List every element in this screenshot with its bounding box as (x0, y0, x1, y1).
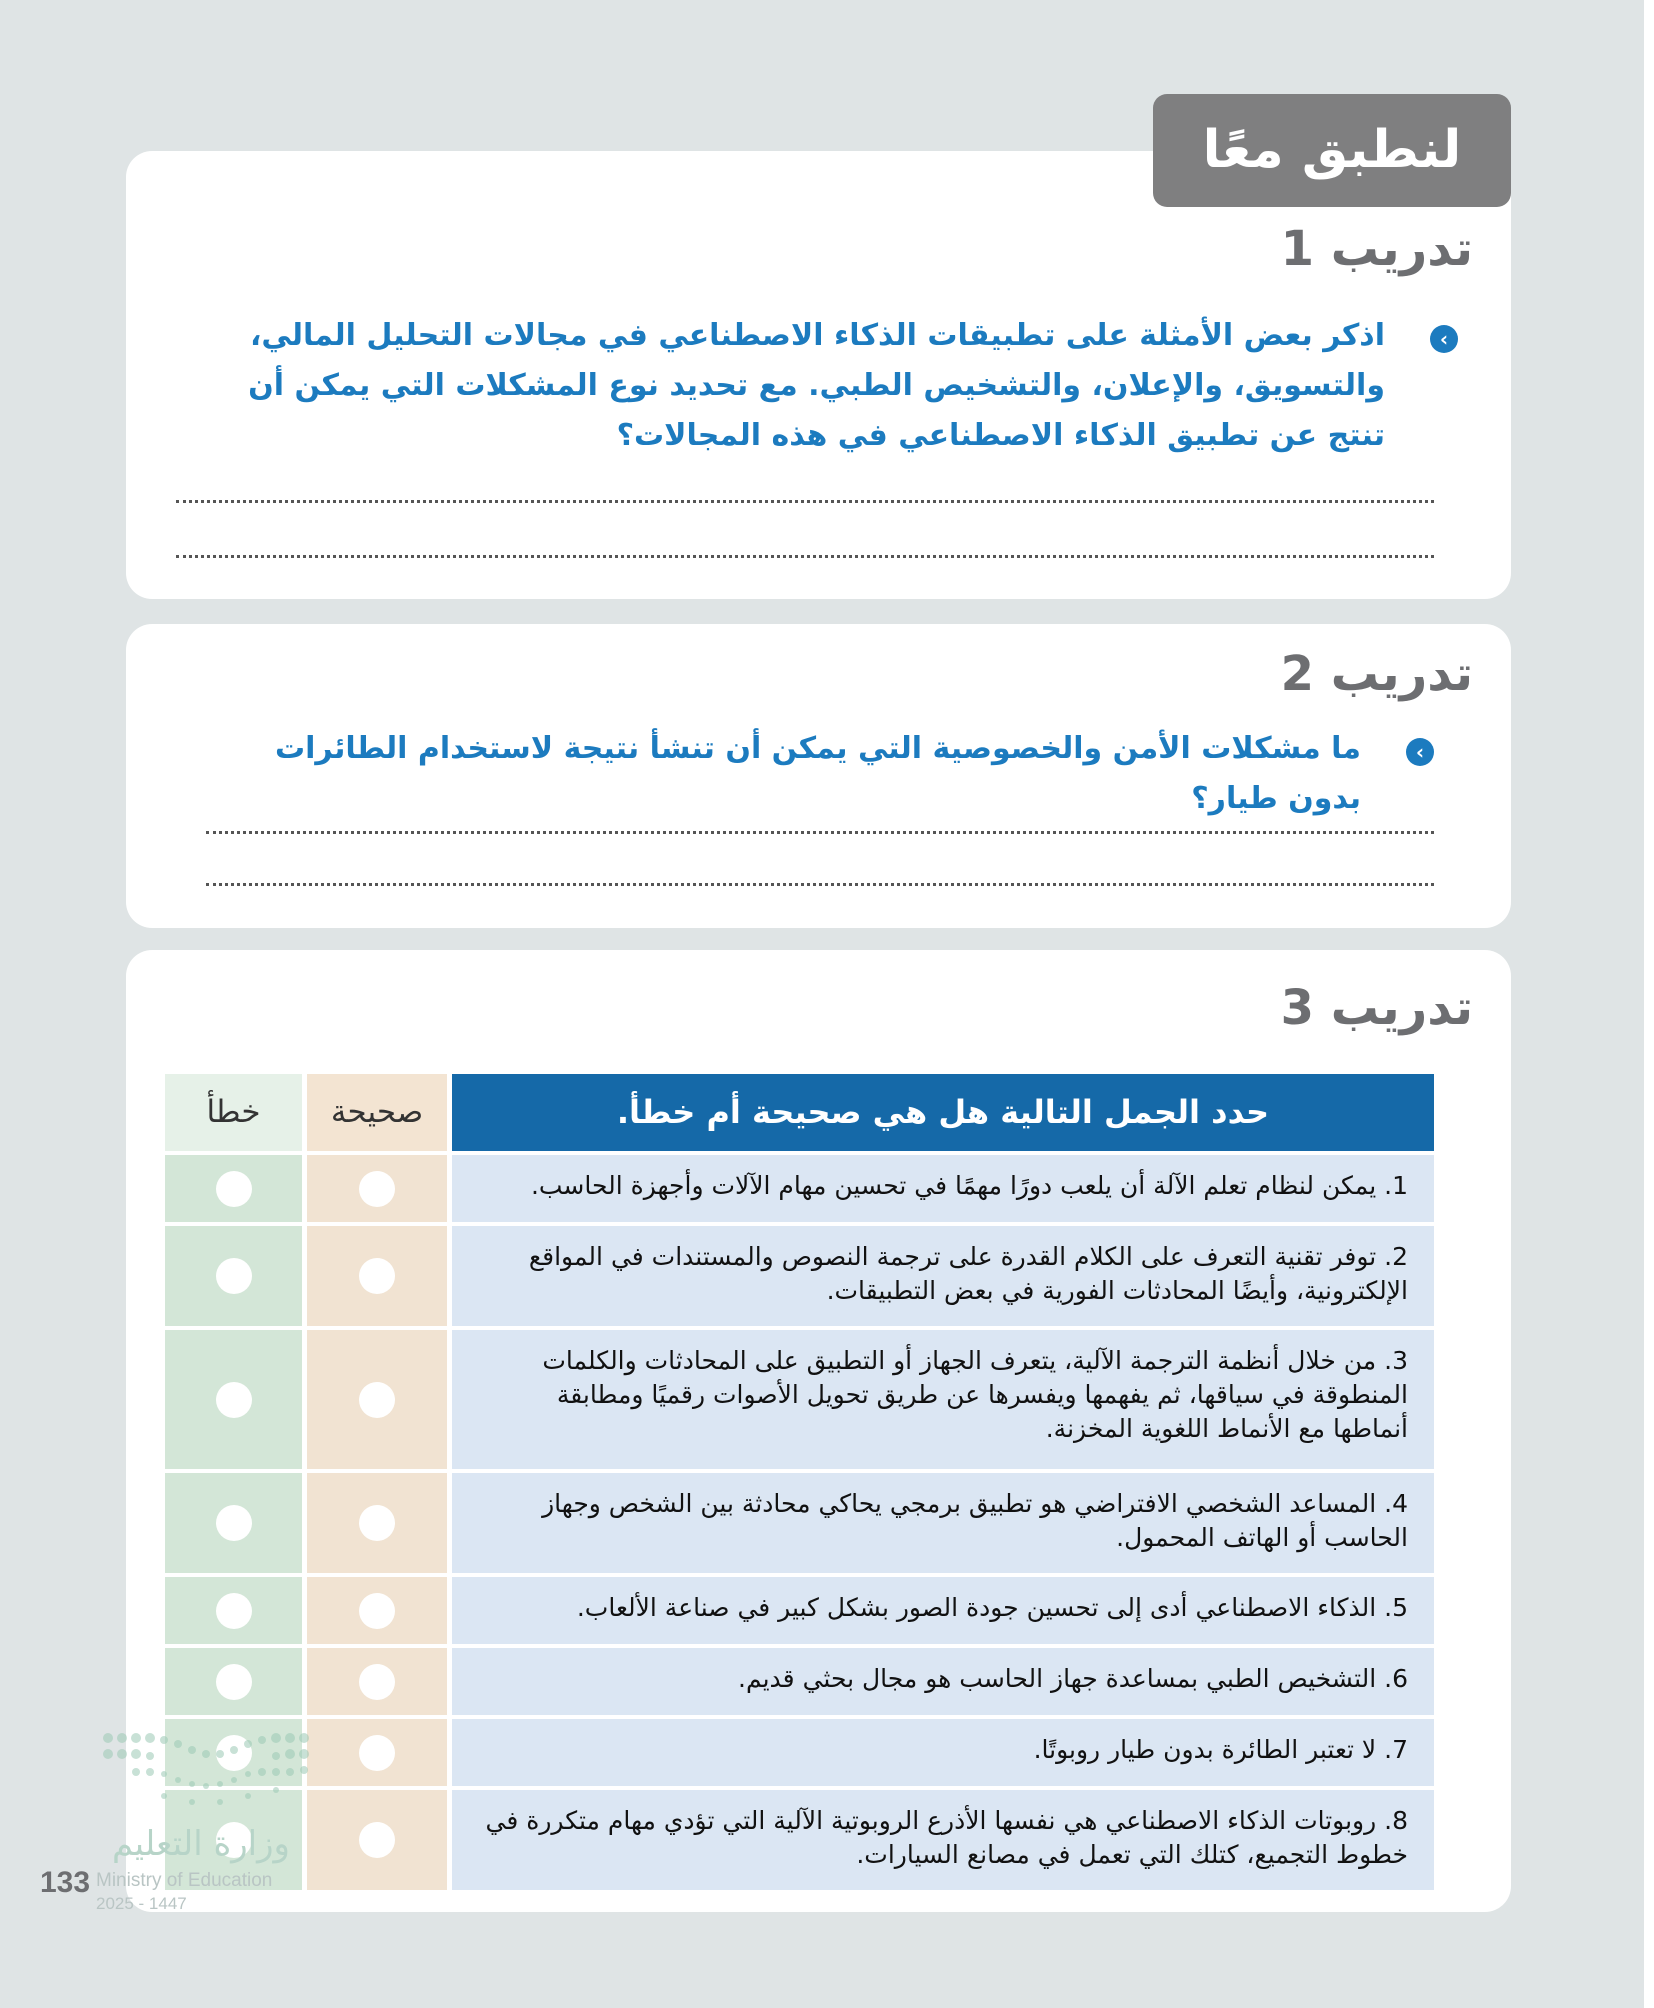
exercise2-panel (126, 624, 1511, 928)
row-statement: 6. التشخيص الطبي بمساعدة جهاز الحاسب هو مجال بحثي قديم. (452, 1648, 1434, 1715)
true-radio[interactable] (359, 1382, 395, 1418)
true-radio[interactable] (359, 1505, 395, 1541)
row-statement: 8. روبوتات الذكاء الاصطناعي هي نفسها الأذرع الروبوتية الآلية التي تؤدي مهام متكررة في خطوط التجميع، كتلك التي تعمل في مصانع السيارات. (452, 1790, 1434, 1890)
exercise2-title: تدريب 2 (1280, 646, 1473, 702)
logo-english-text: Ministry of Education (96, 1870, 273, 1891)
section-tab (1153, 94, 1511, 207)
page-number: 133 (40, 1866, 91, 1899)
answer-line-1[interactable] (206, 831, 1434, 834)
logo-year-text: 2025 - 1447 (96, 1894, 187, 1913)
row-statement: 4. المساعد الشخصي الافتراضي هو تطبيق برمجي يحاكي محادثة بين الشخص وجهاز الحاسب أو الهاتف المحمول. (452, 1473, 1434, 1573)
false-cell (165, 1577, 302, 1644)
chevron-left-icon: ‹ (1430, 325, 1458, 353)
false-radio[interactable] (216, 1664, 252, 1700)
true-radio[interactable] (359, 1593, 395, 1629)
row-statement: 3. من خلال أنظمة الترجمة الآلية، يتعرف الجهاز أو التطبيق على المحادثات والكلمات المنطوقة في سياقها، ثم يفهمها ويفسرها عن طريق تحويل الأصوات رقميًا ومطابقة أنماطها مع الأنماط اللغوية المخزنة. (452, 1330, 1434, 1469)
true-cell (307, 1719, 447, 1786)
true-cell (307, 1473, 447, 1573)
logo-arabic-text: وزارة التعليم (112, 1824, 290, 1864)
answer-line-1[interactable] (176, 500, 1434, 503)
true-radio[interactable] (359, 1171, 395, 1207)
true-cell (307, 1226, 447, 1326)
tab-title: لنطبق معًا (1202, 120, 1462, 180)
true-radio[interactable] (359, 1258, 395, 1294)
table-header-question: حدد الجمل التالية هل هي صحيحة أم خطأ. (452, 1074, 1434, 1151)
row-statement: 2. توفر تقنية التعرف على الكلام القدرة على ترجمة النصوص والمستندات في المواقع الإلكترونية، وأيضًا المحادثات الفورية في بعض التطبيقات. (452, 1226, 1434, 1326)
false-cell (165, 1473, 302, 1573)
exercise1-question: اذكر بعض الأمثلة على تطبيقات الذكاء الاصطناعي في مجالات التحليل المالي، والتسويق، والإعلان، والتشخيص الطبي. مع تحديد نوع المشكلات التي يمكن أن تنتج عن تطبيق الذكاء الاصطناعي في هذه المجالات؟ (248, 318, 1385, 453)
table-row (165, 1330, 1434, 1469)
row-statement: 1. يمكن لنظام تعلم الآلة أن يلعب دورًا مهمًا في تحسين مهام الآلات وأجهزة الحاسب. (452, 1155, 1434, 1222)
answer-line-2[interactable] (176, 555, 1434, 558)
row-statement: 5. الذكاء الاصطناعي أدى إلى تحسين جودة الصور بشكل كبير في صناعة الألعاب. (452, 1577, 1434, 1644)
false-cell (165, 1155, 302, 1222)
false-radio[interactable] (216, 1593, 252, 1629)
table-row (165, 1155, 1434, 1222)
table-row (165, 1473, 1434, 1573)
true-cell (307, 1790, 447, 1890)
ministry-dots-icon (96, 1724, 316, 1824)
false-radio[interactable] (216, 1171, 252, 1207)
table-header-true: صحيحة (307, 1074, 447, 1151)
table-row (165, 1790, 1434, 1890)
true-cell (307, 1155, 447, 1222)
false-radio[interactable] (216, 1505, 252, 1541)
true-cell (307, 1648, 447, 1715)
exercise2-question: ما مشكلات الأمن والخصوصية التي يمكن أن تنشأ نتيجة لاستخدام الطائرات بدون طيار؟ (275, 731, 1361, 816)
table-row (165, 1719, 1434, 1786)
true-radio[interactable] (359, 1735, 395, 1771)
false-cell (165, 1330, 302, 1469)
ministry-logo (96, 1724, 316, 1914)
exercise3-title: تدريب 3 (1280, 980, 1473, 1036)
exercise1-title: تدريب 1 (1280, 221, 1473, 277)
false-cell (165, 1226, 302, 1326)
true-radio[interactable] (359, 1822, 395, 1858)
exercise1-panel (126, 151, 1511, 599)
row-statement: 7. لا تعتبر الطائرة بدون طيار روبوتًا. (452, 1719, 1434, 1786)
answer-line-2[interactable] (206, 883, 1434, 886)
true-cell (307, 1577, 447, 1644)
table-header-false: خطأ (165, 1074, 302, 1151)
false-cell (165, 1648, 302, 1715)
false-radio[interactable] (216, 1382, 252, 1418)
table-row (165, 1226, 1434, 1326)
true-radio[interactable] (359, 1664, 395, 1700)
true-cell (307, 1330, 447, 1469)
table-row (165, 1648, 1434, 1715)
false-radio[interactable] (216, 1258, 252, 1294)
table-row (165, 1577, 1434, 1644)
page-margin (1644, 0, 1654, 2008)
chevron-left-icon: ‹ (1406, 738, 1434, 766)
